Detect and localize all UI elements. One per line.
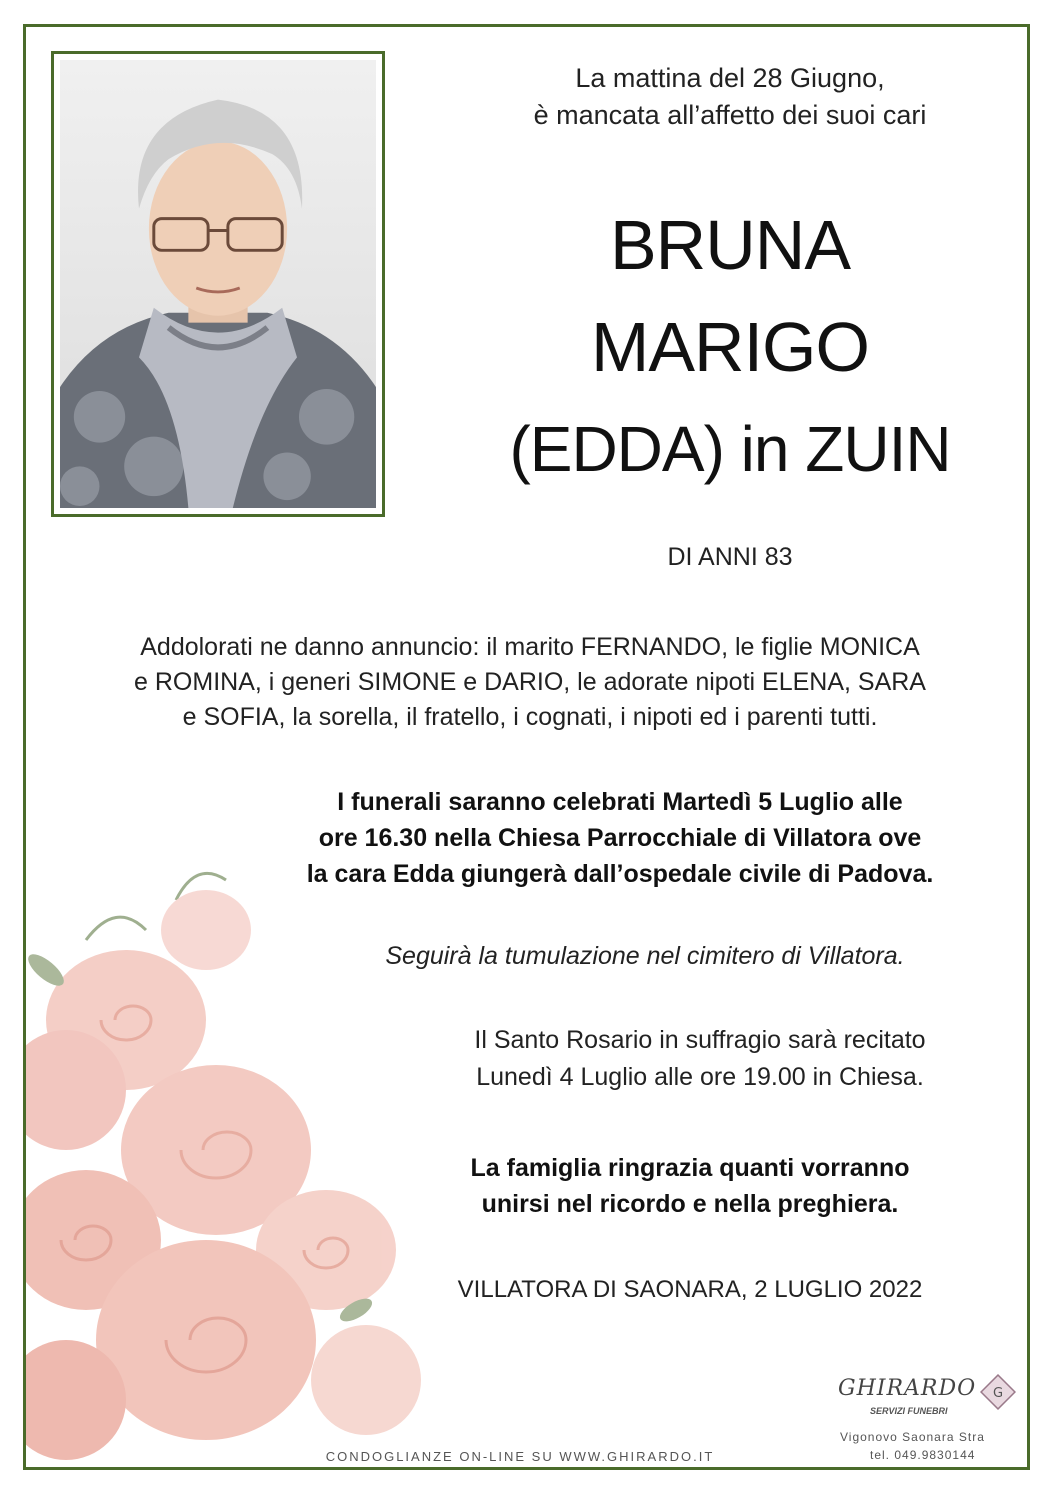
announcement-line-2: e ROMINA, i generi SIMONE e DARIO, le adorate nipoti ELENA, SARA: [134, 668, 926, 696]
last-name: MARIGO: [591, 308, 869, 386]
logo-phone: tel. 049.9830144: [870, 1448, 976, 1462]
logo-mark-letter: G: [992, 1386, 1004, 1401]
rosary-line-2: Lunedì 4 Luglio alle ore 19.00 in Chiesa.: [476, 1063, 924, 1091]
rosary-text: [400, 1022, 1000, 1096]
funeral-line-1: I funerali saranno celebrati Martedì 5 Luglio alle: [337, 788, 903, 816]
portrait-photo: [60, 60, 376, 508]
intro-line-1: La mattina del 28 Giugno,: [575, 63, 885, 93]
funeral-line-3: la cara Edda giungerà dall’ospedale civile di Padova.: [306, 860, 934, 888]
announcement-line-3: e SOFIA, la sorella, il fratello, i cognati, i nipoti ed i parenti tutti.: [182, 703, 878, 731]
alias-name: (EDDA) in ZUIN: [509, 413, 951, 485]
burial-text: Seguirà la tumulazione nel cimitero di Villatora.: [385, 942, 905, 970]
portrait-frame: [51, 51, 385, 517]
logo-locations: Vigonovo Saonara Stra: [840, 1430, 985, 1444]
announcement-line-1: Addolorati ne danno annuncio: il marito FERNANDO, le figlie MONICA: [140, 633, 920, 661]
diamond-logo-icon: [980, 1374, 1016, 1410]
first-name: BRUNA: [609, 206, 851, 284]
thanks-text: [390, 1150, 990, 1222]
roses-decoration: [26, 820, 446, 1467]
funeral-line-2: ore 16.30 nella Chiesa Parrocchiale di Villatora ove: [318, 824, 922, 852]
logo-name: GHIRARDO: [838, 1376, 977, 1401]
age-label: DI ANNI 83: [667, 543, 793, 571]
intro-line-2: è mancata all’affetto dei suoi cari: [533, 100, 927, 130]
logo-subtitle: SERVIZI FUNEBRI: [870, 1406, 948, 1416]
ghirardo-logo: [830, 1370, 1030, 1470]
rosary-line-1: Il Santo Rosario in suffragio sarà recitato: [474, 1026, 926, 1054]
thanks-line-2: unirsi nel ricordo e nella preghiera.: [481, 1190, 899, 1218]
announcement-text: [30, 630, 1030, 735]
intro-text: [430, 60, 1030, 134]
condolences-link[interactable]: CONDOGLIANZE ON-LINE SU WWW.GHIRARDO.IT: [325, 1449, 715, 1464]
place-date: VILLATORA DI SAONARA, 2 LUGLIO 2022: [457, 1276, 923, 1303]
thanks-line-1: La famiglia ringrazia quanti vorranno: [470, 1154, 910, 1182]
funeral-text: [200, 784, 1040, 892]
